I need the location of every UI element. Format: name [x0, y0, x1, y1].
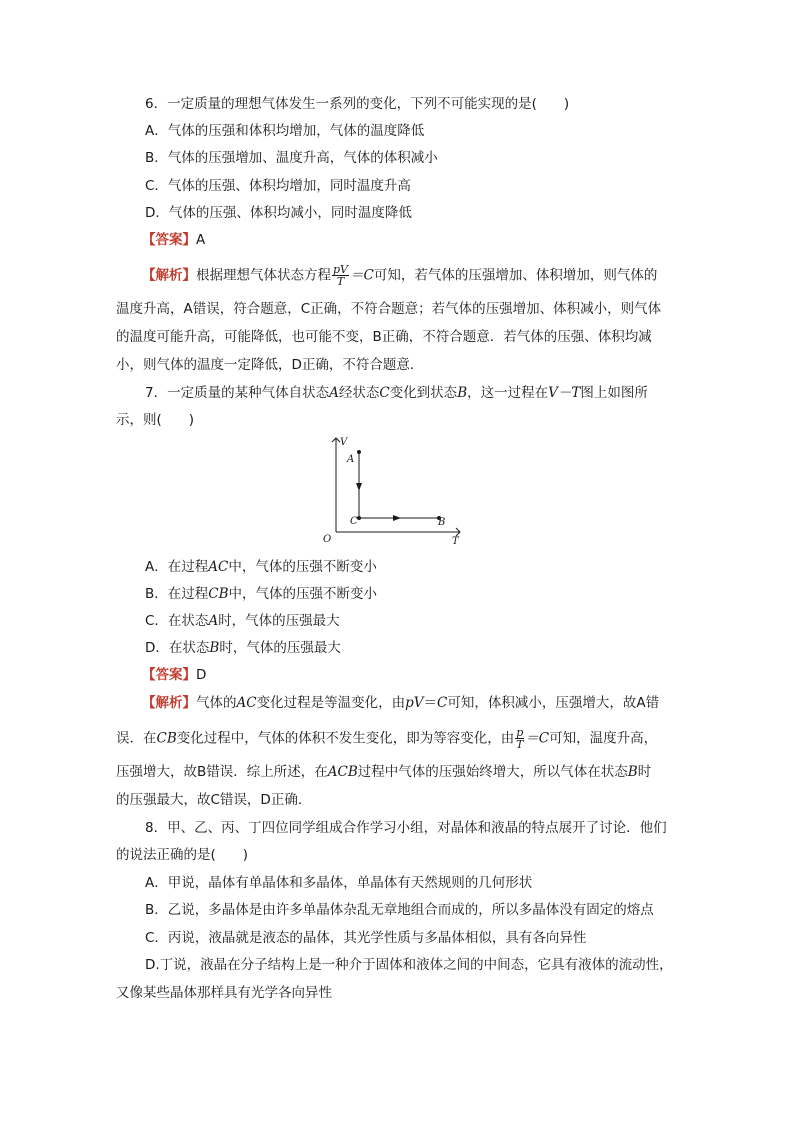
stem-text: ，这一过程在 — [467, 385, 549, 401]
fraction-numerator: pV — [333, 263, 348, 276]
q6-option-c: C．气体的压强、体积均增加，同时温度升高 — [145, 178, 411, 194]
equation-c: ＝C — [525, 730, 550, 747]
option-text: 中，气体的压强不断变小 — [228, 559, 377, 575]
state-a: A — [329, 385, 339, 401]
option-symbol: A — [208, 613, 219, 629]
analysis-tag: 【解析】 — [142, 267, 196, 284]
analysis-text: 可知，温度升高， — [549, 730, 658, 747]
q7-analysis-line-1 — [142, 693, 659, 713]
q8-option-d-line-2: 又像某些晶体那样具有光学各向异性 — [116, 985, 332, 1001]
option-text: B．在过程 — [145, 586, 209, 602]
q7-analysis-line-3 — [116, 762, 651, 782]
point-c-label: C — [350, 516, 358, 527]
stem-text: 7．一定质量的某种气体自状态 — [145, 385, 330, 401]
analysis-text: 根据理想气体状态方程 — [196, 267, 331, 284]
q7-option-b — [145, 584, 377, 604]
q8-option-c: C．丙说，液晶就是液态的晶体，其光学性质与多晶体相似，具有各向异性 — [145, 930, 587, 946]
analysis-text: 气体的 — [196, 695, 237, 711]
q7-stem-line-2: 示，则( ) — [116, 412, 195, 428]
point-b-label: B — [438, 517, 446, 528]
equation-c: ＝C — [350, 267, 374, 284]
option-text: 中，气体的压强不断变小 — [228, 586, 378, 602]
option-symbol: B — [209, 640, 220, 656]
answer-value: D — [196, 667, 207, 683]
point-a-label: A — [347, 454, 355, 465]
q6-option-a: A．气体的压强和体积均增加，气体的温度降低 — [145, 123, 425, 139]
answer-tag: 【答案】 — [142, 667, 196, 683]
q7-option-c — [145, 611, 340, 631]
q7-answer — [142, 665, 206, 685]
analysis-text: 压强增大，故B错误．综上所述，在 — [116, 764, 328, 780]
analysis-text: 过程中气体的压强始终增大，所以气体在状态 — [357, 764, 628, 780]
stem-text: 图上如图所 — [580, 385, 648, 401]
v-axis-label: V — [340, 437, 348, 448]
option-symbol: CB — [208, 586, 229, 602]
fraction-denominator: T — [336, 275, 345, 288]
q6-answer — [142, 230, 205, 250]
analysis-tag: 【解析】 — [142, 695, 196, 711]
fraction-numerator: p — [516, 726, 524, 739]
q7-option-a — [145, 557, 377, 577]
option-text: C．在状态 — [145, 613, 209, 629]
fraction-p-over-t — [515, 727, 524, 750]
q8-option-a: A．甲说，晶体有单晶体和多晶体，单晶体有天然规则的几何形状 — [145, 875, 533, 891]
q8-option-d: D.丁说，液晶在分子结构上是一种介于固体和液体之间的中间态，它具有液体的流动性， — [145, 957, 673, 973]
q6-analysis-line-2: 温度升高，A错误，符合题意，C正确，不符合题意；若气体的压强增加、体积减小，则气体 — [116, 301, 662, 317]
point-a — [357, 450, 361, 454]
option-text: D．在状态 — [145, 640, 210, 656]
analysis-text: 可知，若气体的压强增加、体积增加，则气体的 — [373, 267, 658, 284]
equals-sign: ＝ — [423, 695, 437, 711]
process-acb-symbol: ACB — [327, 764, 358, 780]
q6-option-d: D．气体的压强、体积均减小，同时温度降低 — [145, 205, 412, 221]
analysis-text: 变化过程中，气体的体积不发生变化，即为等容变化，由 — [176, 730, 515, 747]
stem-text: 经状态 — [338, 385, 380, 401]
answer-value: A — [196, 232, 206, 248]
t-axis-label: T — [452, 536, 459, 547]
pv-symbol: pV — [405, 695, 424, 711]
q6-stem: 6．一定质量的理想气体发生一系列的变化，下列不可能实现的是( ) — [145, 96, 570, 112]
q6-option-b: B．气体的压强增加、温度升高，气体的体积减小 — [145, 150, 438, 166]
q7-analysis-line-4: 的压强最大，故C错误，D正确． — [116, 792, 312, 808]
v-t-label: V－T — [548, 385, 581, 401]
q8-stem: 8．甲、乙、丙、丁四位同学组成合作学习小组，对晶体和液晶的特点展开了讨论．他们 — [145, 820, 667, 836]
fraction-denominator: T — [516, 738, 524, 751]
state-b-symbol: B — [627, 764, 638, 780]
option-symbol: AC — [208, 559, 229, 575]
stem-text: 变化到状态 — [389, 385, 458, 401]
q7-analysis-line-2 — [116, 727, 657, 750]
q6-analysis-line-4: 小，则气体的温度一定降低，D正确，不符合题意． — [116, 357, 424, 373]
q6-analysis-line-3: 的温度可能升高，可能降低，也可能不变，B正确，不符合题意．若气体的压强、体积均减 — [116, 329, 652, 345]
process-ac-symbol: AC — [236, 695, 257, 711]
q6-analysis-line-1 — [142, 264, 657, 287]
answer-tag: 【答案】 — [142, 232, 196, 248]
q8-option-b: B．乙说，多晶体是由许多单晶体杂乱无章地组合而成的，所以多晶体没有固定的熔点 — [145, 902, 654, 918]
q7-option-d — [145, 638, 341, 658]
state-c: C — [379, 385, 390, 401]
option-text: 时，气体的压强最大 — [219, 640, 341, 656]
analysis-text: 可知，体积减小，压强增大，故A错 — [447, 695, 660, 711]
process-cb-symbol: CB — [156, 730, 177, 747]
analysis-text: 误．在 — [116, 730, 157, 747]
option-text: 时，气体的压强最大 — [218, 613, 340, 629]
state-b: B — [457, 385, 468, 401]
origin-label: O — [323, 534, 332, 545]
q7-stem — [145, 383, 648, 403]
v-t-diagram — [322, 432, 467, 547]
analysis-text: 变化过程是等温变化，由 — [256, 695, 406, 711]
analysis-text: 时 — [637, 764, 652, 780]
q8-stem-line-2: 的说法正确的是( ) — [116, 847, 249, 863]
fraction-pv-over-t — [332, 264, 349, 287]
option-text: A．在过程 — [145, 559, 209, 575]
c-symbol: C — [437, 695, 448, 711]
